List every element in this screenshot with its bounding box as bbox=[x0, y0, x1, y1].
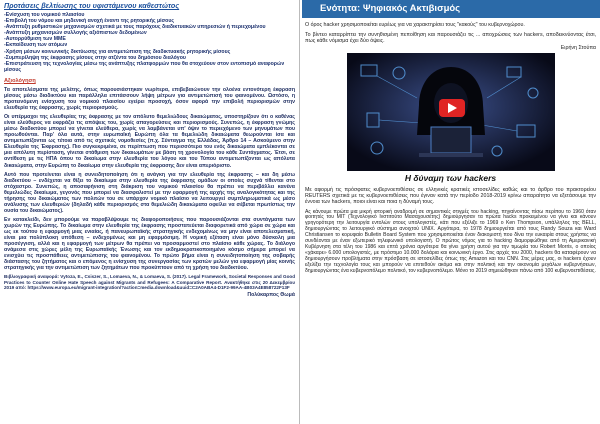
list-item: -Ανάπτυξη ρυθμιστικών μηχανισμών σχετικά με τους παρόχους διαδικτυακών υπηρεσιών ή περιεχομένου bbox=[4, 24, 266, 31]
list-item: -Επιβολή του νόμου και μηδενική ανοχή έναντι της ρητορικής μίσους bbox=[4, 18, 175, 25]
list-item: -Αυτορρύθμιση των ΜΜΕ bbox=[4, 36, 66, 43]
hacker-video-thumbnail[interactable] bbox=[347, 53, 555, 171]
paragraph: Ο όρος hacker χρησιμοποιείται ευρέως για να χαρακτηρίσει τους "κακούς" του κυβερνοχώρου. bbox=[305, 22, 525, 28]
list-item: -Εκπαίδευση των ατόμων bbox=[4, 42, 68, 49]
right-column bbox=[302, 0, 600, 424]
list-item: -Συμπερίληψη της έκφρασης μίσους στην ατζέντα του δημόσιου διαλόγου bbox=[4, 54, 186, 61]
column-divider bbox=[299, 0, 300, 424]
list-item: -Ενίσχυση του νομικού πλαισίου bbox=[4, 12, 85, 18]
author: Ειρήνη Στούπα bbox=[560, 45, 596, 52]
image-caption: Η δύναμη των hackers bbox=[404, 173, 497, 184]
bibliography: Βιβλιογραφική αναφορά: Vytoza, E., Csiszer, S., Lomaeva, N., & Lomaeva, S. (2017). Legal Framework, Societal Responses and Good Practices to Counter Online Hate Speech against Migrants and Refugees: A Comparative Report. Ανακτήθηκε στις 20 Δεκεμβρίου 2019 από: https://www.europa.eu/migrant-integration/?action=media.download&uuid=C2A0ABA4-D1F2-99AA-4B03A4E858722F13F bbox=[4, 274, 295, 290]
paragraph: Εν κατακλείδι, δεν μπορούμε να παραβλέψουμε τις διαφοροποιήσεις που παρουσιάζονται στα συντάγματα των χωρών της Ευρώπης. Το δικαίωμα στην ελευθερία της έκφρασης προστατεύεται διαφορετικά από χώρα σε χώρα και ως εκ τούτου η εφαρμογή μιας ενιαίας, ή πανευρωπαϊκής στρατηγικής ενδεχομένως να μην είναι αποτελεσματική, είναι μια πολύπλοκη υπόθεση – ενδεχομένως και μη εφαρμόσιμη. Η νομική εξέταση είναι μόνο δύσκολη μια προσέγγιση, αλλά και η εφαρμογή των μέτρων θα πρέπει να προσαρμοστεί στο πλαίσιο κάθε χώρας. Το διάλογο ανάμεσα στις χώρες μέλη της Ευρωπαϊκής Ένωσης και τον εκδημοκρατικοποιημένο κόσμο σήμερα μπορεί να ενισχύει τις προσπάθειες αντιμετώπισης του φαινομένου. Το πρώτο βήμα είναι η συνειδητοποίηση της σοβαρής διάστασης του ζητήματος και ο επόμενος η ενίσχυση της συνεργασίας των κρατών μελών για εφαρμογή μίας κοινής στρατηγικής για την αντιμετώπιση των ζητημάτων που προκύπτουν από τη χρήση του διαδικτύου. bbox=[4, 216, 295, 272]
paragraph: Ας κάνουμε πρώτα μια μικρή ιστορική αναδρομή σε σημαντικές στιγμές του hacking, πηγαίνοντας πίσω περίπου το 1960 όταν φοιτητές του MIT (Τεχνολογικό Ινστιτούτο Μασαχουσέτης) δημιούργησαν τα πρώτα hacks προκειμένου να γίνει και κάνουν γρηγορότερη την λειτουργία εντολών στους υπολογιστές, κάτι που εξέλιξε το 1969 ο Ken Thompson, υπάλληλος της BELL, δημιουργώντας το λειτουργικό σύστημα ανοιχτού UNIX. Αργότερα, το 1978 δημιουργείται από τους Randy Souza και Ward Christiansen το κορυφαίο Bulletin Board System που χρησιμοποιείται έναν διακομιστή που δίνει την ευκαιρία στους χρήστες να συνδέονται με έναν εξωτερικό τηλεφωνικό υπολογιστή. Ο πρώτος νόμος για το hacking διαμορφώθηκε από τη Αμερικανική Κυβέρνηση στα τέλη του 1986 και επτά χρόνια αργότερα θα γίνει χρήση αυτού για την τιμωρία του Robert Morris, ο οποίος «χάκαρε» 6.000 υπολογιστές, με πρόστιμο 10.000 δολάρια και κοινωνική έργο. Στις αρχές του 2000, hackers θα καταφέρουν να δημιουργήσουν προβλήματα στην πρόσβαση σε ιστοσελίδες όπως της Amazon και του CNN. Στις μέρες μας, οι hackers έχουν εξελίξει την τεχνολογία τους και μπορούν να επιτεθούν ακόμα και στην πολιτική και την οικονομία μεγάλων κυβερνήσεων, δημιουργώντας ένα κυβερνοπόλεμο πολιτικό, τον κυβερνοπόλεμο. Μόνο το 2019 σημειώθηκαν πάνω από 100 κυβερνοεπιθέσεις. bbox=[305, 208, 596, 274]
list-item: -Επιστράτευση της τεχνολογίας μέσω της ανάπτυξης πλατφορμών που θα στοχεύουν στον εντοπισμό αναφορών μίσους bbox=[4, 60, 285, 73]
paragraph: Αυτό που προτείνεται είναι η συνειδητοποίηση ότι η ανάγκη για την ελευθερία της έκφρασης – και δη μέσω διαδικτύου – ενδέχεται να θίξει το δικαίωμα στην ελευθερία της έκφρασης ομάδων οι οποίες συχνά τίθενται στο στόχαστρο. Συνεπώς, η αποσαφήνιση στη διάκριση του νομικού πλαισίου θα πρέπει να περιβάλλει κανένα θεμελιώδες δικαίωμα, γεγονός που μπορεί να διασφαλιστεί με την εφαρμογή της αρχής της αναλογικότητας και της τήρησης του δικαιώματος των πολιτών του σε υπάρχον νομικό πλαίσιο να λειτουργεί συμπληρωματικά ως μέσο ανάλυσης των ελευθεριών (δηλαδή κάθε περιορισμός στα θεμελιώδη δικαιώματα οφείλει να σέβεται πρωτίστως την ουσία του δικαιώματος). bbox=[4, 171, 295, 214]
paragraph: Οι υπέρμαχοι της ελευθερίας της έκφρασης με τον απόλυτο θεμελιώδους δικαιώματος, υποστηρίζουν ότι ο καθένας είναι ελεύθερος να εκφράζει τις απόψεις του, χωρίς απαγορεύσεις και περιορισμούς. Συνεπώς, η έκφραση γνώμης μέσω διαδικτύου μπορεί να γίνεται ελεύθερα, χωρίς να λαμβάνεται υπ' όψιν το περιεχόμενο των μηνυμάτων που προωθούνται. Παρ' όλα αυτά, στην ευρωπαϊκή Ευρώπη όλα τα θεμελιώδη δικαιώματα θεωρούνται ίσα και αντιμετωπίζονται ως τέτοια από τις σχετικές νομοθεσίες (π.χ. Σύνταγμα της Ελλάδας, Άρθρο 14 – Ασκούμενο στην Ελευθερία της Έκφρασης). Πιο συγκεκριμένα, σε περίπτωση που περισσότερα του ενός δικαιώματα εμπλέκονται σε μια απόλυτη περίσταση, γίνεται στάθμιση των δικαιωμάτων με βάση τη χρονολογία του κάθε Συντάγματος. Έτσι, σε αντίθεση με τις ΗΠΑ όπου το δικαίωμα στην ελευθερία του λόγου και του Τύπου αντιμετωπίζονται ως απόλυτα δικαιώματα, στην Ευρώπη το δικαίωμα στην ελευθερία της έκφρασης δεν είναι απεριόριστο. bbox=[4, 114, 295, 169]
evaluation-heading: Αξιολόγηση bbox=[4, 77, 36, 84]
paragraph: Με αφορμή τις πρόσφατες κυβερνοεπιθέσεις σε ελληνικές κρατικές ιστοσελίδες καθώς και το άρθρο του πρακτορείου REUTERS σχετικά με τις κυβερνοεπιθέσεις που έγιναν κατά την περίοδο 2018-2019 κρίνω απαραίτητο να εξετάσουμε την έννοια των hackers, ποιοι είναι και ποια η δύναμή τους. bbox=[305, 187, 596, 206]
paragraph: Το βίντεο καταρρίπτει την συνηθισμένη πεποίθηση και παρουσιάζει τις ... αποχρώσεις των hackers, αποδεικνύοντας έτσι, πως κάθε νόμισμα έχει δύο όψεις. bbox=[305, 32, 596, 45]
left-column bbox=[0, 0, 298, 424]
author: Πολύκαρπος Θωμά bbox=[247, 291, 295, 298]
list-item: -Ανάπτυξη μηχανισμών συλλογής αξιόπιστων δεδομένων bbox=[4, 30, 147, 37]
proposals-title: Προτάσεις βελτίωσης του υφιστάμενου καθεστώτος bbox=[4, 1, 180, 10]
list-item: -Χρήση μέσων κοινωνικής δικτύωσης για αντιμετώπιση της διαδικτυακής ρητορικής μίσους bbox=[4, 48, 231, 55]
hacker-illustration bbox=[347, 53, 555, 171]
proposals-list bbox=[4, 12, 295, 73]
section-banner: Ενότητα: Ψηφιακός Ακτιβισμός bbox=[302, 0, 600, 18]
play-button bbox=[439, 99, 465, 117]
paragraph: Τα αποτελέσματα της μελέτης, όπως παρουσιάστηκαν νωρίτερα, επιβεβαιώνουν την ολοένα εντονότερη έκφραση μίσους μέσω διαδικτύου και παράλληλα επιτάσσουν λήψη μέτρων για αντιμετώπισή του φαινομένου. Ωστόσο, η προτεινόμενη ενίσχυση του νομικού πλαισίου εγείρει προσοχή, όσον αφορά την επιβολή περιορισμών στην ελευθερία της έκφρασης, χωρίς περιορισμούς. bbox=[4, 86, 295, 112]
